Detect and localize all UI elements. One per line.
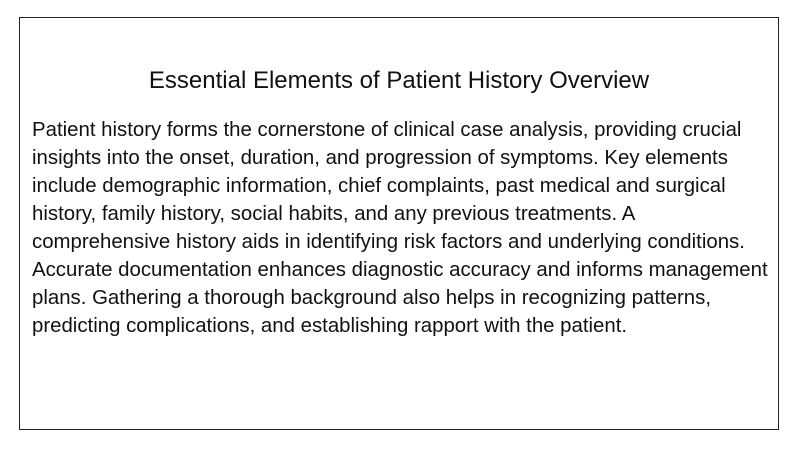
slide-frame bbox=[19, 17, 779, 430]
slide-body-text: Patient history forms the cornerstone of clinical case analysis, providing crucial insights into the onset, duration, and progression of symptoms. Key elements include demographic information, chief complaints, past medical and surgical history, family history, social habits, and any previous treatments. A comprehensive history aids in identifying risk factors and underlying conditions. Accurate documentation enhances diagnostic accuracy and informs management plans. Gathering a thorough background also helps in recognizing patterns, predicting complications, and establishing rapport with the patient. bbox=[32, 119, 768, 337]
slide-title: Essential Elements of Patient History Overview bbox=[148, 67, 650, 94]
